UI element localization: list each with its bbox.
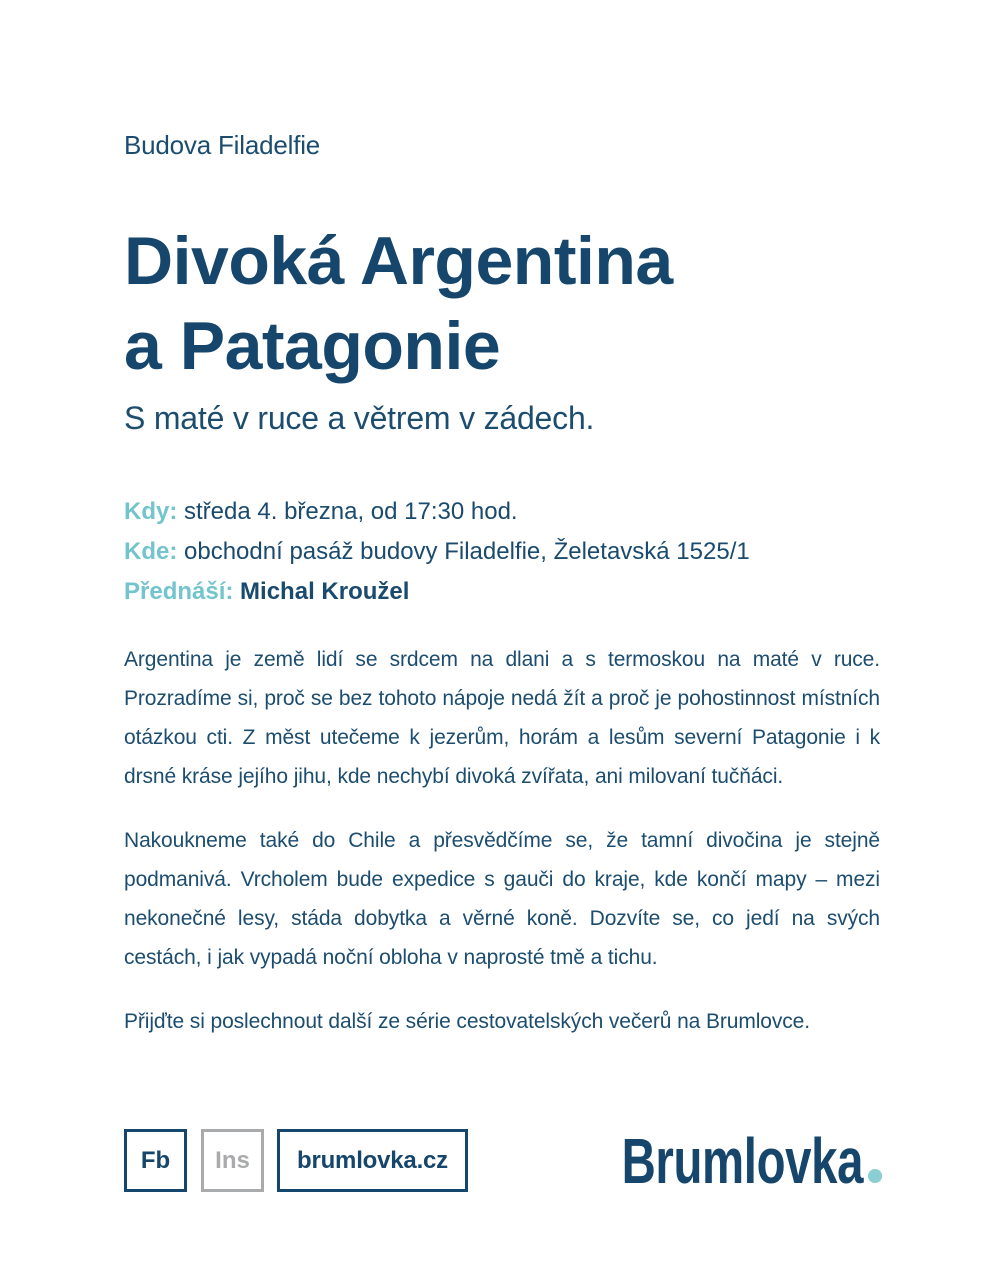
when-label: Kdy: bbox=[124, 498, 178, 525]
building-label: Budova Filadelfie bbox=[124, 130, 321, 160]
page-title bbox=[124, 219, 673, 389]
brumlovka-logo-text: Brumlovka bbox=[621, 1125, 863, 1197]
logo-dot-icon bbox=[868, 1169, 882, 1183]
event-speaker-row bbox=[124, 572, 750, 612]
description-paragraph-1: Argentina je země lidí se srdcem na dlani a s termoskou na maté v ruce. Prozradíme si, proč se bez tohoto nápoje nedá žít a proč je pohostinnost místních otázkou cti. Z měst utečeme k jezerům, horám a lesům severní Patagonie i k drsné kráse jejího jihu, kde nechybí divoká zvířata, ani milovaní tučňáci. bbox=[124, 648, 880, 788]
where-value: obchodní pasáž budovy Filadelfie, Želetavská 1525/1 bbox=[184, 538, 750, 565]
instagram-button[interactable]: Ins bbox=[201, 1129, 264, 1192]
website-button[interactable]: brumlovka.cz bbox=[277, 1129, 468, 1192]
facebook-button[interactable]: Fb bbox=[124, 1129, 187, 1192]
event-description bbox=[124, 640, 880, 1041]
speaker-value: Michal Kroužel bbox=[240, 578, 410, 605]
page-subtitle: S maté v ruce a větrem v zádech. bbox=[124, 400, 595, 436]
brumlovka-logo bbox=[621, 1124, 882, 1198]
event-where-row bbox=[124, 532, 750, 572]
when-value: středa 4. března, od 17:30 hod. bbox=[184, 498, 518, 525]
speaker-label: Přednáší: bbox=[124, 578, 234, 605]
event-when-row bbox=[124, 492, 750, 532]
event-details bbox=[124, 492, 750, 612]
description-paragraph-2: Nakoukneme také do Chile a přesvědčíme se, že tamní divočina je stejně podmanivá. Vrcholem bude expedice s gauči do kraje, kde končí mapy – mezi nekonečné lesy, stáda dobytka a věrné koně. Dozvíte se, co jedí na svých cestách, i jak vypadá noční obloha v naprosté tmě a tichu. bbox=[124, 829, 880, 969]
description-paragraph-3: Přijďte si poslechnout další ze série cestovatelských večerů na Brumlovce. bbox=[124, 1010, 810, 1033]
where-label: Kde: bbox=[124, 538, 178, 565]
page-title-line-2: a Patagonie bbox=[124, 308, 501, 384]
page-title-line-1: Divoká Argentina bbox=[124, 223, 673, 299]
